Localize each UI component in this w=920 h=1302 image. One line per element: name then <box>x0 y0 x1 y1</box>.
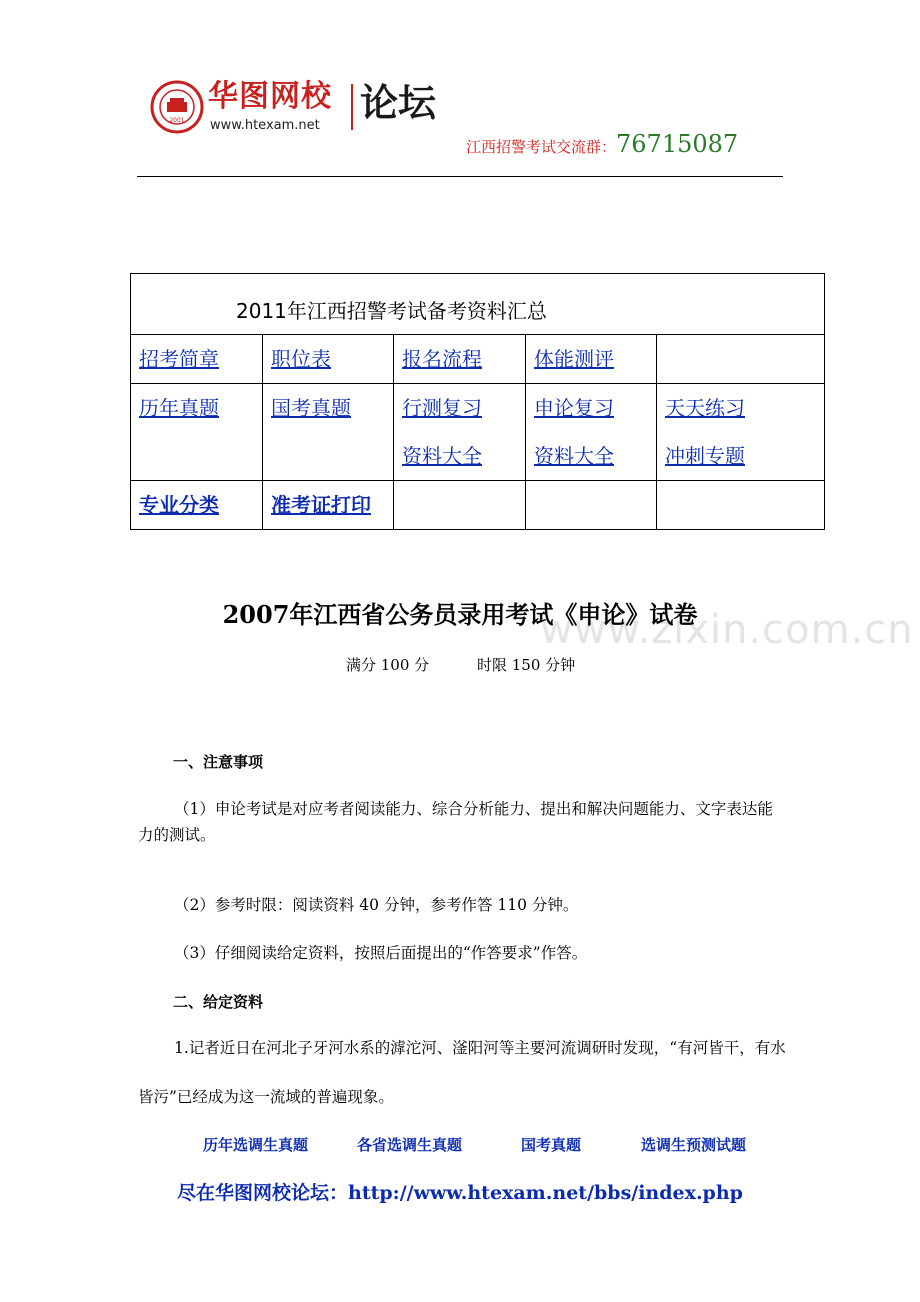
paragraph: （3）仔细阅读给定资料，按照后面提出的“作答要求”作答。 <box>174 944 588 962</box>
link-essay-review[interactable]: 申论复习 <box>534 396 614 420</box>
empty-cell <box>657 481 825 530</box>
brand-name: 华图网校 <box>208 79 332 114</box>
link-registration-process[interactable]: 报名流程 <box>402 347 482 371</box>
link-selection-mock-exams[interactable]: 选调生预测试题 <box>641 1136 747 1154</box>
paragraph: （1）申论考试是对应考者阅读能力、综合分析能力、提出和解决问题能力、文字表达能力的测试。 <box>138 800 773 844</box>
document-title: 2007年江西省公务员录用考试《申论》试卷 <box>222 600 698 629</box>
forum-link[interactable]: 尽在华图网校论坛：http://www.htexam.net/bbs/index.php <box>177 1182 743 1204</box>
site-logo[interactable] <box>150 78 450 138</box>
link-daily-practice[interactable]: 天天练习 <box>665 396 745 420</box>
link-aptitude-review[interactable]: 行测复习 <box>402 396 482 420</box>
huatu-seal-icon <box>150 80 204 134</box>
link-admission-brochure[interactable]: 招考简章 <box>139 347 219 371</box>
link-sprint-topics[interactable]: 冲刺专题 <box>665 444 745 468</box>
empty-cell <box>394 481 526 530</box>
watermark: www.zixin.com.cn <box>540 607 914 653</box>
link-past-selection-exams[interactable]: 历年选调生真题 <box>203 1136 309 1154</box>
paragraph: 1.记者近日在河北子牙河水系的滹沱河、滏阳河等主要河流调研时发现，“有河皆干，有水皆污”已经成为这一流域的普遍现象。 <box>138 1039 786 1106</box>
exam-score: 满分 100 分 <box>346 656 430 674</box>
qq-group-number: 76715087 <box>616 130 739 158</box>
forum-label: 论坛 <box>360 81 437 125</box>
section-heading-notes: 一、注意事项 <box>173 753 264 771</box>
empty-cell <box>526 481 657 530</box>
link-provincial-selection-exams[interactable]: 各省选调生真题 <box>357 1136 463 1154</box>
brand-url: www.htexam.net <box>210 118 320 133</box>
section-heading-materials: 二、给定资料 <box>173 993 264 1011</box>
link-national-exam-papers[interactable]: 国考真题 <box>521 1136 582 1154</box>
link-major-categories[interactable]: 专业分类 <box>139 493 219 517</box>
link-fitness-test[interactable]: 体能测评 <box>534 347 614 371</box>
table-caption: 2011年江西招警考试备考资料汇总 <box>131 274 825 335</box>
link-position-list[interactable]: 职位表 <box>271 347 331 371</box>
exam-time: 时限 150 分钟 <box>477 656 576 674</box>
qq-group <box>466 130 738 158</box>
header-divider <box>137 176 783 177</box>
link-admission-ticket[interactable]: 准考证打印 <box>271 493 371 517</box>
resource-table <box>130 273 825 530</box>
empty-cell <box>657 335 825 384</box>
link-aptitude-materials[interactable]: 资料大全 <box>402 444 482 468</box>
qq-group-label: 江西招警考试交流群： <box>466 138 617 156</box>
link-national-exams[interactable]: 国考真题 <box>271 396 351 420</box>
link-past-exams[interactable]: 历年真题 <box>139 396 219 420</box>
svg-text:2001: 2001 <box>169 117 185 124</box>
paragraph: （2）参考时限：阅读资料 40 分钟，参考作答 110 分钟。 <box>174 896 579 914</box>
link-essay-materials[interactable]: 资料大全 <box>534 444 614 468</box>
logo-divider <box>351 84 353 130</box>
